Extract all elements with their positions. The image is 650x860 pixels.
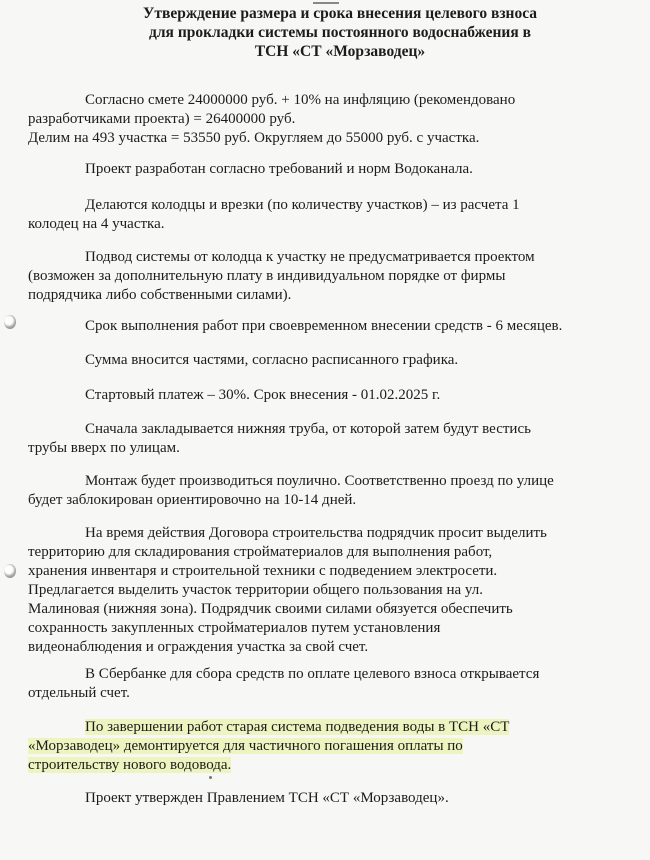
paragraph-line: Делим на 493 участка = 53550 руб. Округляем до 55000 руб. с участка.	[28, 130, 480, 146]
paragraph-start-payment	[28, 386, 628, 405]
paragraph-line: Предлагается выделить участок территории общего пользования на ул.	[28, 582, 483, 598]
paragraph-line: видеонаблюдения и ограждения участка за свой счет.	[28, 639, 369, 655]
paragraph-line: разработчиками проекта) = 26400000 руб.	[28, 111, 296, 127]
punch-hole-mark	[4, 564, 16, 578]
document-title	[60, 4, 620, 61]
paragraph-line: Сумма вносится частями, согласно расписанного графика.	[85, 352, 459, 368]
paragraph-lower-pipe	[28, 420, 628, 458]
title-line: Утверждение размера и срока внесения целевого взноса	[142, 5, 538, 22]
paragraph-line: подрядчика либо собственными силами).	[28, 287, 292, 303]
paragraph-project-norms	[28, 160, 628, 179]
highlighted-line: «Морзаводец» демонтируется для частичного погашения оплаты по	[28, 738, 463, 754]
paragraph-line: Согласно смете 24000000 руб. + 10% на инфляцию (рекомендовано	[85, 92, 516, 108]
paragraph-line: Проект разработан согласно требований и норм Водоканала.	[85, 161, 473, 177]
paragraph-line: Малиновая (нижняя зона). Подрядчик своими силами обязуется обеспечить	[28, 601, 513, 617]
paragraph-estimate	[28, 91, 628, 148]
paragraph-street-installation	[28, 472, 628, 510]
title-line: ТСН «СТ «Морзаводец»	[254, 43, 426, 60]
paragraph-connection	[28, 248, 628, 305]
paragraph-line: Срок выполнения работ при своевременном внесении средств - 6 месяцев.	[85, 318, 563, 334]
paragraph-line: Монтаж будет производиться поулично. Соответственно проезд по улице	[85, 473, 554, 489]
paragraph-line: Проект утвержден Правлением ТСН «СТ «Морзаводец».	[85, 790, 449, 806]
paragraph-storage-area	[28, 524, 628, 657]
paragraph-old-system-dismantling	[28, 718, 628, 775]
paragraph-approval	[28, 789, 628, 808]
paragraph-line: На время действия Договора строительства подрядчик просит выделить	[85, 525, 547, 541]
paragraph-line: будет заблокирован ориентировочно на 10-14 дней.	[28, 492, 357, 508]
paragraph-deadline	[28, 317, 628, 336]
paper-speck	[209, 776, 212, 779]
paragraph-line: Сначала закладывается нижняя труба, от которой затем будут вестись	[85, 421, 531, 437]
paragraph-line: В Сбербанке для сбора средств по оплате целевого взноса открывается	[85, 666, 540, 682]
paragraph-line: сохранность закупленных стройматериалов путем установления	[28, 620, 441, 636]
highlighted-line: строительству нового водовода.	[28, 757, 232, 773]
paragraph-wells	[28, 196, 628, 234]
paragraph-line: отдельный счет.	[28, 685, 130, 701]
highlighted-line: По завершении работ старая система подведения воды в ТСН «СТ	[85, 719, 510, 735]
paragraph-line: Стартовый платеж – 30%. Срок внесения - 01.02.2025 г.	[85, 387, 441, 403]
paragraph-line: трубы вверх по улицам.	[28, 440, 180, 456]
paragraph-line: колодец на 4 участка.	[28, 216, 165, 232]
paragraph-line: хранения инвентаря и строительной техники с подведением электросети.	[28, 563, 498, 579]
paragraph-installments	[28, 351, 628, 370]
punch-hole-mark	[4, 315, 16, 329]
paragraph-line: территорию для складирования стройматериалов для выполнения работ,	[28, 544, 493, 560]
paragraph-bank-account	[28, 665, 628, 703]
paragraph-line: Подвод системы от колодца к участку не предусматривается проектом	[85, 249, 535, 265]
paragraph-line: (возможен за дополнительную плату в индивидуальном порядке от фирмы	[28, 268, 506, 284]
paragraph-line: Делаются колодцы и врезки (по количеству участков) – из расчета 1	[85, 197, 520, 213]
title-line: для прокладки системы постоянного водоснабжения в	[149, 24, 531, 41]
